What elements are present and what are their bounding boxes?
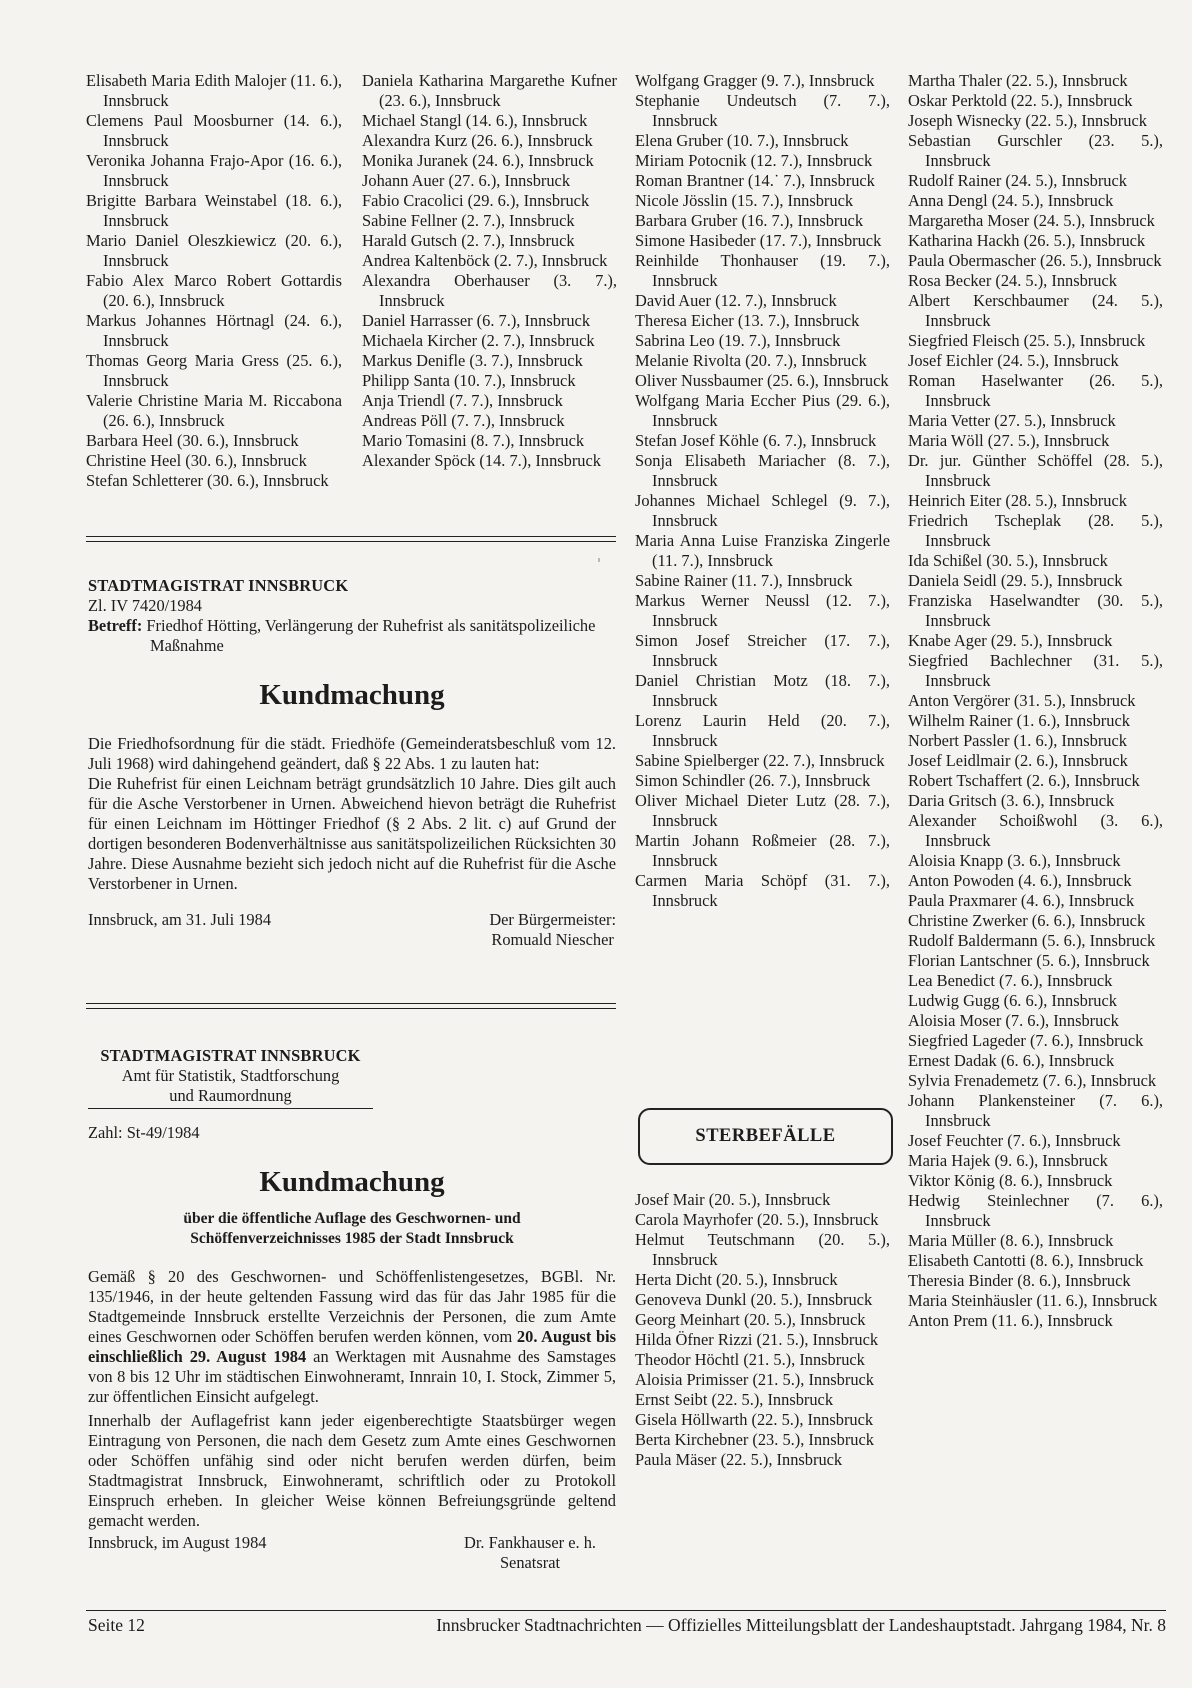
notice2-ref: Zahl: St-49/1984 — [88, 1123, 200, 1142]
list-item: Ludwig Gugg (6. 6.), Innsbruck — [908, 991, 1117, 1010]
list-item: Sabine Spielberger (22. 7.), Innsbruck — [635, 751, 885, 770]
list-item: Anja Triendl (7. 7.), Innsbruck — [362, 391, 563, 410]
list-item: Hilda Öfner Rizzi (21. 5.), Innsbruck — [635, 1330, 879, 1349]
list-item: Paula Mäser (22. 5.), Innsbruck — [635, 1450, 843, 1469]
notice1-headline: Kundmachung — [259, 679, 445, 711]
list-item: Knabe Ager (29. 5.), Innsbruck — [908, 631, 1113, 650]
list-item: Robert Tschaffert (2. 6.), Innsbruck — [908, 771, 1140, 790]
list-item: Siegfried Bachlechner (31. 5.), Innsbruck — [908, 651, 1163, 690]
list-item: Alexandra Kurz (26. 6.), Innsbruck — [362, 131, 593, 150]
list-item: Rudolf Baldermann (5. 6.), Innsbruck — [908, 931, 1156, 950]
list-item: Lorenz Laurin Held (20. 7.), Innsbruck — [635, 711, 890, 750]
list-item: Christine Heel (30. 6.), Innsbruck — [86, 451, 307, 470]
list-item: Mario Daniel Oleszkiewicz (20. 6.), Innsbruck — [86, 231, 342, 270]
list-item: Ernest Dadak (6. 6.), Innsbruck — [908, 1051, 1115, 1070]
list-item: Johannes Michael Schlegel (9. 7.), Innsbruck — [635, 491, 890, 530]
notice-cemetery — [88, 576, 616, 950]
list-item: Ida Schißel (30. 5.), Innsbruck — [908, 551, 1108, 570]
list-item: Elena Gruber (10. 7.), Innsbruck — [635, 131, 849, 150]
print-speck — [598, 558, 600, 562]
notice1-place-date: Innsbruck, am 31. Juli 1984 — [88, 910, 272, 929]
list-item: Melanie Rivolta (20. 7.), Innsbruck — [635, 351, 867, 370]
list-item: Clemens Paul Moosburner (14. 6.), Innsbruck — [86, 111, 342, 150]
list-item: Michael Stangl (14. 6.), Innsbruck — [362, 111, 588, 130]
list-item: Brigitte Barbara Weinstabel (18. 6.), Innsbruck — [86, 191, 342, 230]
list-item: Veronika Johanna Frajo-Apor (16. 6.), Innsbruck — [86, 151, 342, 190]
notice2-headline: Kundmachung — [259, 1166, 445, 1198]
list-item: Stefan Josef Köhle (6. 7.), Innsbruck — [635, 431, 877, 450]
list-item: Theresia Binder (8. 6.), Innsbruck — [908, 1271, 1131, 1290]
list-item: Josef Leidlmair (2. 6.), Innsbruck — [908, 751, 1128, 770]
list-item: Florian Lantschner (5. 6.), Innsbruck — [908, 951, 1150, 970]
notice2-para2: Innerhalb der Auflagefrist kann jeder eigenberechtigte Staatsbürger wegen Eintragung von Personen, die nach dem Gesetz zum Amte eines Geschwornen oder Schöffen unfähig sind oder nicht berufen werden dürfen, beim Stadtmagistrat Innsbruck, Einwohneramt, schriftlich oder zu Protokoll Einspruch erheben. In gleicher Weise können Befreiungsgründe geltend gemacht werden. — [88, 1411, 616, 1530]
list-item: Andrea Kaltenböck (2. 7.), Innsbruck — [362, 251, 608, 270]
list-item: Norbert Passler (1. 6.), Innsbruck — [908, 731, 1127, 750]
list-item: Daniela Katharina Margarethe Kufner (23. 6.), Innsbruck — [362, 71, 617, 110]
list-item: Barbara Gruber (16. 7.), Innsbruck — [635, 211, 864, 230]
notice2-org: STADTMAGISTRAT INNSBRUCK — [100, 1046, 361, 1065]
column-3-births — [635, 71, 890, 911]
notice1-ref: Zl. IV 7420/1984 — [88, 596, 202, 615]
list-item: Philipp Santa (10. 7.), Innsbruck — [362, 371, 576, 390]
list-item: Monika Juranek (24. 6.), Innsbruck — [362, 151, 594, 170]
list-item: Miriam Potocnik (12. 7.), Innsbruck — [635, 151, 873, 170]
page-footer — [88, 1615, 1166, 1636]
list-item: Barbara Heel (30. 6.), Innsbruck — [86, 431, 299, 450]
list-item: Helmut Teutschmann (20. 5.), Innsbruck — [635, 1230, 890, 1269]
list-item: Anna Dengl (24. 5.), Innsbruck — [908, 191, 1114, 210]
list-item: Josef Feuchter (7. 6.), Innsbruck — [908, 1131, 1121, 1150]
notice1-betreff — [88, 616, 616, 656]
list-item: Wolfgang Maria Eccher Pius (29. 6.), Innsbruck — [635, 391, 890, 430]
list-item: Roman Brantner (14.˙ 7.), Innsbruck — [635, 171, 875, 190]
list-item: Oliver Michael Dieter Lutz (28. 7.), Innsbruck — [635, 791, 890, 830]
list-item: Maria Vetter (27. 5.), Innsbruck — [908, 411, 1116, 430]
list-item: Daniela Seidl (29. 5.), Innsbruck — [908, 571, 1123, 590]
list-item: Lea Benedict (7. 6.), Innsbruck — [908, 971, 1113, 990]
list-item: Markus Denifle (3. 7.), Innsbruck — [362, 351, 583, 370]
list-item: Michaela Kircher (2. 7.), Innsbruck — [362, 331, 595, 350]
list-item: Dr. jur. Günther Schöffel (28. 5.), Innsbruck — [908, 451, 1163, 490]
column-3-deaths — [635, 1190, 890, 1470]
list-item: Nicole Jösslin (15. 7.), Innsbruck — [635, 191, 854, 210]
section-divider-2 — [86, 1003, 616, 1009]
list-item: Georg Meinhart (20. 5.), Innsbruck — [635, 1310, 866, 1329]
list-item: Wolfgang Gragger (9. 7.), Innsbruck — [635, 71, 875, 90]
notice1-betreff-label: Betreff: — [88, 616, 143, 635]
list-item: Johann Plankensteiner (7. 6.), Innsbruck — [908, 1091, 1163, 1130]
list-item: Joseph Wisnecky (22. 5.), Innsbruck — [908, 111, 1147, 130]
list-item: Theresa Eicher (13. 7.), Innsbruck — [635, 311, 860, 330]
list-item: Daniel Harrasser (6. 7.), Innsbruck — [362, 311, 591, 330]
list-item: Elisabeth Cantotti (8. 6.), Innsbruck — [908, 1251, 1144, 1270]
list-item: Josef Eichler (24. 5.), Innsbruck — [908, 351, 1119, 370]
notice2-para1 — [88, 1267, 616, 1407]
list-item: Anton Powoden (4. 6.), Innsbruck — [908, 871, 1132, 890]
notice2-dept-line1: Amt für Statistik, Stadtforschung — [121, 1066, 340, 1085]
list-item: Valerie Christine Maria M. Riccabona (26. 6.), Innsbruck — [86, 391, 342, 430]
list-item: Christine Zwerker (6. 6.), Innsbruck — [908, 911, 1146, 930]
list-item: Sonja Elisabeth Mariacher (8. 7.), Innsbruck — [635, 451, 890, 490]
list-item: Franziska Haselwandter (30. 5.), Innsbruck — [908, 591, 1163, 630]
list-item: Markus Johannes Hörtnagl (24. 6.), Innsbruck — [86, 311, 342, 350]
list-item: Rudolf Rainer (24. 5.), Innsbruck — [908, 171, 1127, 190]
list-item: Oskar Perktold (22. 5.), Innsbruck — [908, 91, 1133, 110]
list-item: Paula Praxmarer (4. 6.), Innsbruck — [908, 891, 1135, 910]
list-item: Wilhelm Rainer (1. 6.), Innsbruck — [908, 711, 1130, 730]
list-item: Siegfried Fleisch (25. 5.), Innsbruck — [908, 331, 1146, 350]
list-item: Maria Anna Luise Franziska Zingerle (11. 7.), Innsbruck — [635, 531, 890, 570]
list-item: Anton Prem (11. 6.), Innsbruck — [908, 1311, 1113, 1330]
list-item: Sylvia Frenademetz (7. 6.), Innsbruck — [908, 1071, 1157, 1090]
list-item: Daniel Christian Motz (18. 7.), Innsbruck — [635, 671, 890, 710]
list-item: Reinhilde Thonhauser (19. 7.), Innsbruck — [635, 251, 890, 290]
list-item: Fabio Alex Marco Robert Gottardis (20. 6.), Innsbruck — [86, 271, 342, 310]
list-item: Rosa Becker (24. 5.), Innsbruck — [908, 271, 1117, 290]
list-item: Elisabeth Maria Edith Malojer (11. 6.), Innsbruck — [86, 71, 342, 110]
list-item: Harald Gutsch (2. 7.), Innsbruck — [362, 231, 575, 250]
list-item: Gisela Höllwarth (22. 5.), Innsbruck — [635, 1410, 874, 1429]
list-item: Roman Haselwanter (26. 5.), Innsbruck — [908, 371, 1163, 410]
list-item: Paula Obermascher (26. 5.), Innsbruck — [908, 251, 1162, 270]
list-item: Herta Dicht (20. 5.), Innsbruck — [635, 1270, 838, 1289]
notice2-para1-a: Gemäß § 20 des Geschwornen- und Schöffenlistengesetzes, BGBl. Nr. 135/1946, in der heute geltenden Fassung wird das für das Jahr 1985 für die Stadtgemeinde Innsbruck erstellte Verzeichnis der Personen, die zum Amte eines Geschwornen oder Schöffen berufen werden können, vom — [88, 1267, 616, 1346]
notice1-betreff-text: Friedhof Hötting, Verlängerung der Ruhefrist als sanitätspolizeiliche Maßnahme — [146, 616, 596, 655]
list-item: Theodor Höchtl (21. 5.), Innsbruck — [635, 1350, 865, 1369]
notice1-para1: Die Friedhofsordnung für die städt. Friedhöfe (Gemeinderatsbeschluß vom 12. Juli 1968) wird dahingehend geändert, daß § 22 Abs. 1 zu lauten hat: — [88, 734, 616, 773]
list-item: Sabrina Leo (19. 7.), Innsbruck — [635, 331, 841, 350]
list-item: Maria Steinhäusler (11. 6.), Innsbruck — [908, 1291, 1158, 1310]
notice2-sig-name: Dr. Fankhauser e. h. — [463, 1533, 596, 1552]
list-item: Fabio Cracolici (29. 6.), Innsbruck — [362, 191, 590, 210]
list-item: Daria Gritsch (3. 6.), Innsbruck — [908, 791, 1115, 810]
list-item: Carola Mayrhofer (20. 5.), Innsbruck — [635, 1210, 879, 1229]
notice-jury-list — [88, 1046, 616, 1573]
list-item: Genoveva Dunkl (20. 5.), Innsbruck — [635, 1290, 873, 1309]
list-item: Josef Mair (20. 5.), Innsbruck — [635, 1190, 831, 1209]
column-2-births — [362, 71, 617, 471]
notice1-org: STADTMAGISTRAT INNSBRUCK — [88, 576, 349, 595]
notice2-signature — [464, 1533, 596, 1573]
list-item: Aloisia Moser (7. 6.), Innsbruck — [908, 1011, 1119, 1030]
list-item: Mario Tomasini (8. 7.), Innsbruck — [362, 431, 585, 450]
footer-rule — [86, 1610, 1166, 1611]
notice2-dept-block — [88, 1046, 373, 1109]
sterbefaelle-heading-box: STERBEFÄLLE — [638, 1108, 893, 1165]
list-item: Martin Johann Roßmeier (28. 7.), Innsbruck — [635, 831, 890, 870]
notice2-subheading-1: über die öffentliche Auflage des Geschwornen- und — [183, 1210, 521, 1227]
publication-line: Innsbrucker Stadtnachrichten — Offizielles Mitteilungsblatt der Landeshauptstadt. Jahrgang 1984, Nr. 8 — [436, 1615, 1166, 1635]
list-item: Simone Hasibeder (17. 7.), Innsbruck — [635, 231, 882, 250]
list-item: Johann Auer (27. 6.), Innsbruck — [362, 171, 571, 190]
list-item: Maria Wöll (27. 5.), Innsbruck — [908, 431, 1110, 450]
list-item: Maria Hajek (9. 6.), Innsbruck — [908, 1151, 1108, 1170]
notice1-signature-row — [88, 910, 616, 950]
list-item: Albert Kerschbaumer (24. 5.), Innsbruck — [908, 291, 1163, 330]
notice2-signature-row — [88, 1533, 616, 1573]
notice2-para1-dates: 20. August bis einschließlich 29. August 1984 — [88, 1327, 616, 1366]
list-item: Berta Kirchebner (23. 5.), Innsbruck — [635, 1430, 874, 1449]
list-item: Sebastian Gurschler (23. 5.), Innsbruck — [908, 131, 1163, 170]
column-1-births — [86, 71, 342, 491]
list-item: Simon Schindler (26. 7.), Innsbruck — [635, 771, 871, 790]
list-item: David Auer (12. 7.), Innsbruck — [635, 291, 837, 310]
list-item: Aloisia Primisser (21. 5.), Innsbruck — [635, 1370, 875, 1389]
notice1-sig-name: Romuald Niescher — [491, 930, 614, 949]
section-divider-1 — [86, 536, 616, 542]
list-item: Viktor König (8. 6.), Innsbruck — [908, 1171, 1113, 1190]
notice2-dept-line2: und Raumordnung — [169, 1086, 292, 1105]
list-item: Aloisia Knapp (3. 6.), Innsbruck — [908, 851, 1121, 870]
list-item: Sabine Fellner (2. 7.), Innsbruck — [362, 211, 575, 230]
list-item: Carmen Maria Schöpf (31. 7.), Innsbruck — [635, 871, 890, 910]
list-item: Alexandra Oberhauser (3. 7.), Innsbruck — [362, 271, 617, 310]
list-item: Markus Werner Neussl (12. 7.), Innsbruck — [635, 591, 890, 630]
list-item: Friedrich Tscheplak (28. 5.), Innsbruck — [908, 511, 1163, 550]
notice2-subheading-2: Schöffenverzeichnisses 1985 der Stadt Innsbruck — [190, 1230, 514, 1247]
list-item: Martha Thaler (22. 5.), Innsbruck — [908, 71, 1128, 90]
list-item: Andreas Pöll (7. 7.), Innsbruck — [362, 411, 565, 430]
list-item: Thomas Georg Maria Gress (25. 6.), Innsbruck — [86, 351, 342, 390]
list-item: Hedwig Steinlechner (7. 6.), Innsbruck — [908, 1191, 1163, 1230]
notice2-para1-b: an Werktagen mit Ausnahme des Samstages von 8 bis 12 Uhr im städtischen Einwohneramt, Innrain 10, I. Stock, Zimmer 5, zur öffentlichen Einsicht aufgelegt. — [88, 1347, 617, 1406]
list-item: Anton Vergörer (31. 5.), Innsbruck — [908, 691, 1136, 710]
column-4-deaths — [908, 71, 1163, 1331]
list-item: Margaretha Moser (24. 5.), Innsbruck — [908, 211, 1155, 230]
list-item: Maria Müller (8. 6.), Innsbruck — [908, 1231, 1114, 1250]
notice1-para2: Die Ruhefrist für einen Leichnam beträgt grundsätzlich 10 Jahre. Dies gilt auch für die Asche Verstorbener in Urnen. Abweichend hievon beträgt die Ruhefrist für einen Leichnam im Höttinger Friedhof (§ 2 Abs. 2 lit. c) auf Grund der dortigen besonderen Bodenverhältnisse aus sanitätspolizeilichen Rücksichten 30 Jahre. Diese Ausnahme bezieht sich jedoch nicht auf die Ruhefrist für die Asche Verstorbener in Urnen. — [88, 774, 617, 893]
list-item: Heinrich Eiter (28. 5.), Innsbruck — [908, 491, 1127, 510]
notice2-sig-title: Senatsrat — [499, 1553, 561, 1572]
list-item: Stefan Schletterer (30. 6.), Innsbruck — [86, 471, 329, 490]
notice1-signature — [489, 910, 616, 950]
list-item: Sabine Rainer (11. 7.), Innsbruck — [635, 571, 853, 590]
list-item: Oliver Nussbaumer (25. 6.), Innsbruck — [635, 371, 889, 390]
page-number: Seite 12 — [88, 1615, 145, 1635]
list-item: Simon Josef Streicher (17. 7.), Innsbruck — [635, 631, 890, 670]
list-item: Stephanie Undeutsch (7. 7.), Innsbruck — [635, 91, 890, 130]
list-item: Ernst Seibt (22. 5.), Innsbruck — [635, 1390, 834, 1409]
list-item: Alexander Spöck (14. 7.), Innsbruck — [362, 451, 601, 470]
list-item: Alexander Schoißwohl (3. 6.), Innsbruck — [908, 811, 1163, 850]
notice2-place-date: Innsbruck, im August 1984 — [88, 1533, 267, 1552]
list-item: Siegfried Lageder (7. 6.), Innsbruck — [908, 1031, 1144, 1050]
notice1-sig-title: Der Bürgermeister: — [489, 910, 616, 929]
list-item: Katharina Hackh (26. 5.), Innsbruck — [908, 231, 1146, 250]
